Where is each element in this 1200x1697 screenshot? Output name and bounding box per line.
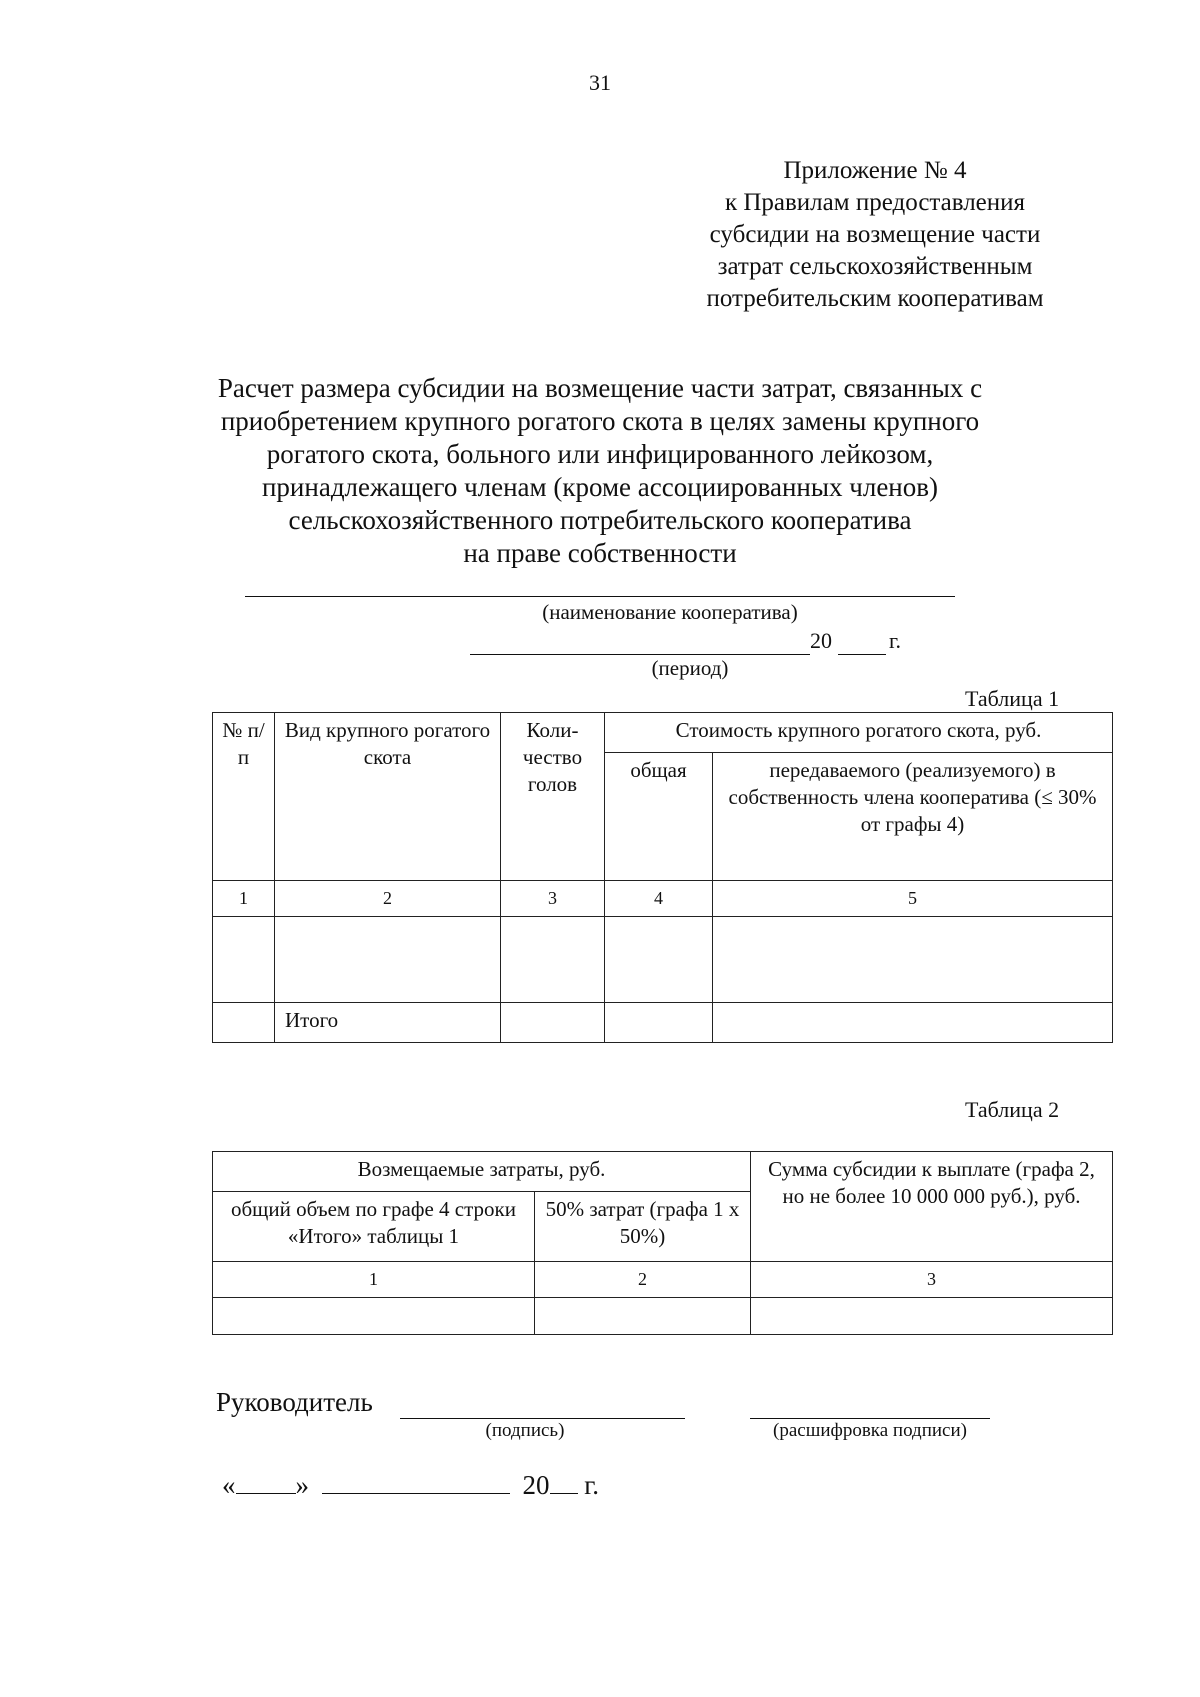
title-line: приобретением крупного рогатого скота в целях замены крупного: [220, 406, 980, 436]
column-number: 1: [213, 881, 275, 917]
date-line: [222, 1470, 599, 1501]
date-year: 20: [522, 1470, 550, 1500]
signature-decode-caption: (расшифровка подписи): [773, 1420, 967, 1441]
header-cattle-cost: Стоимость крупного рогатого скота, руб.: [605, 713, 1113, 753]
title-line: на праве собственности: [463, 538, 737, 568]
title-line: Расчет размера субсидии на возмещение части затрат, связанных с: [217, 373, 983, 403]
signature-decode-line[interactable]: [750, 1418, 990, 1419]
date-close-quote: »: [295, 1470, 309, 1500]
date-day-blank[interactable]: [236, 1471, 296, 1494]
empty-cell[interactable]: [713, 1003, 1113, 1043]
column-number: 2: [535, 1262, 751, 1298]
table-row: [213, 1298, 1113, 1335]
title-line: принадлежащего членам (кроме ассоциированных членов): [261, 472, 938, 502]
header-percent-costs: 50% затрат (графа 1 х 50%): [535, 1192, 751, 1262]
appendix-line: затрат сельскохозяйственным: [717, 253, 1033, 280]
cooperative-caption: (наименование кооператива): [542, 600, 798, 624]
total-label: Итого: [275, 1003, 501, 1043]
period-line[interactable]: [470, 654, 810, 655]
appendix-block: [650, 155, 1100, 315]
period-year: 20: [810, 628, 832, 653]
signature-line[interactable]: [400, 1418, 685, 1419]
total-row: [213, 1003, 1113, 1043]
appendix-line: Приложение № 4: [783, 157, 967, 184]
column-number: 3: [501, 881, 605, 917]
table2-label: Таблица 2: [965, 1097, 1060, 1122]
page-number: 31: [589, 70, 611, 95]
date-suffix: г.: [584, 1470, 600, 1500]
header-total-volume: общий объем по графе 4 строки «Итого» таблицы 1: [213, 1192, 535, 1262]
empty-cell[interactable]: [605, 917, 713, 1003]
period-suffix: г.: [889, 628, 902, 653]
header-transferred-cost: передаваемого (реализуемого) в собственность члена кооператива (≤ 30% от графы 4): [713, 753, 1113, 881]
header-cattle-type: Вид крупного рогатого скота: [275, 713, 501, 881]
date-year-blank[interactable]: [550, 1471, 578, 1494]
period-caption: (период): [651, 656, 729, 680]
title-line: рогатого скота, больного или инфицированного лейкозом,: [266, 439, 934, 469]
date-month-blank[interactable]: [322, 1471, 510, 1494]
column-number: 2: [275, 881, 501, 917]
appendix-line: к Правилам предоставления: [724, 189, 1026, 216]
header-head-count: Коли-чество голов: [501, 713, 605, 881]
empty-cell[interactable]: [535, 1298, 751, 1335]
header-num: № п/п: [213, 713, 275, 881]
column-number: 4: [605, 881, 713, 917]
column-number: 3: [751, 1262, 1113, 1298]
empty-cell[interactable]: [605, 1003, 713, 1043]
empty-cell[interactable]: [713, 917, 1113, 1003]
empty-cell[interactable]: [275, 917, 501, 1003]
appendix-line: потребительским кооперативам: [706, 285, 1044, 312]
column-number: 1: [213, 1262, 535, 1298]
table-row: [213, 917, 1113, 1003]
appendix-line: субсидии на возмещение части: [709, 221, 1041, 248]
signature-caption: (подпись): [485, 1420, 565, 1441]
document-title: [180, 372, 1020, 570]
date-open-quote: «: [222, 1470, 236, 1500]
header-subsidy-amount: Сумма субсидии к выплате (графа 2, но не более 10 000 000 руб.), руб.: [751, 1152, 1113, 1262]
title-line: сельскохозяйственного потребительского кооператива: [288, 505, 912, 535]
header-total-cost: общая: [605, 753, 713, 881]
table2: [212, 1151, 1113, 1335]
table1-label: Таблица 1: [965, 686, 1060, 711]
empty-cell[interactable]: [213, 1003, 275, 1043]
period-year-line[interactable]: [838, 654, 886, 655]
empty-cell[interactable]: [213, 917, 275, 1003]
table1: [212, 712, 1113, 1043]
empty-cell[interactable]: [501, 917, 605, 1003]
header-reimbursed-costs: Возмещаемые затраты, руб.: [213, 1152, 751, 1192]
empty-cell[interactable]: [501, 1003, 605, 1043]
empty-cell[interactable]: [751, 1298, 1113, 1335]
signature-title: Руководитель: [216, 1387, 373, 1417]
empty-cell[interactable]: [213, 1298, 535, 1335]
column-number: 5: [713, 881, 1113, 917]
cooperative-name-line[interactable]: [245, 596, 955, 597]
